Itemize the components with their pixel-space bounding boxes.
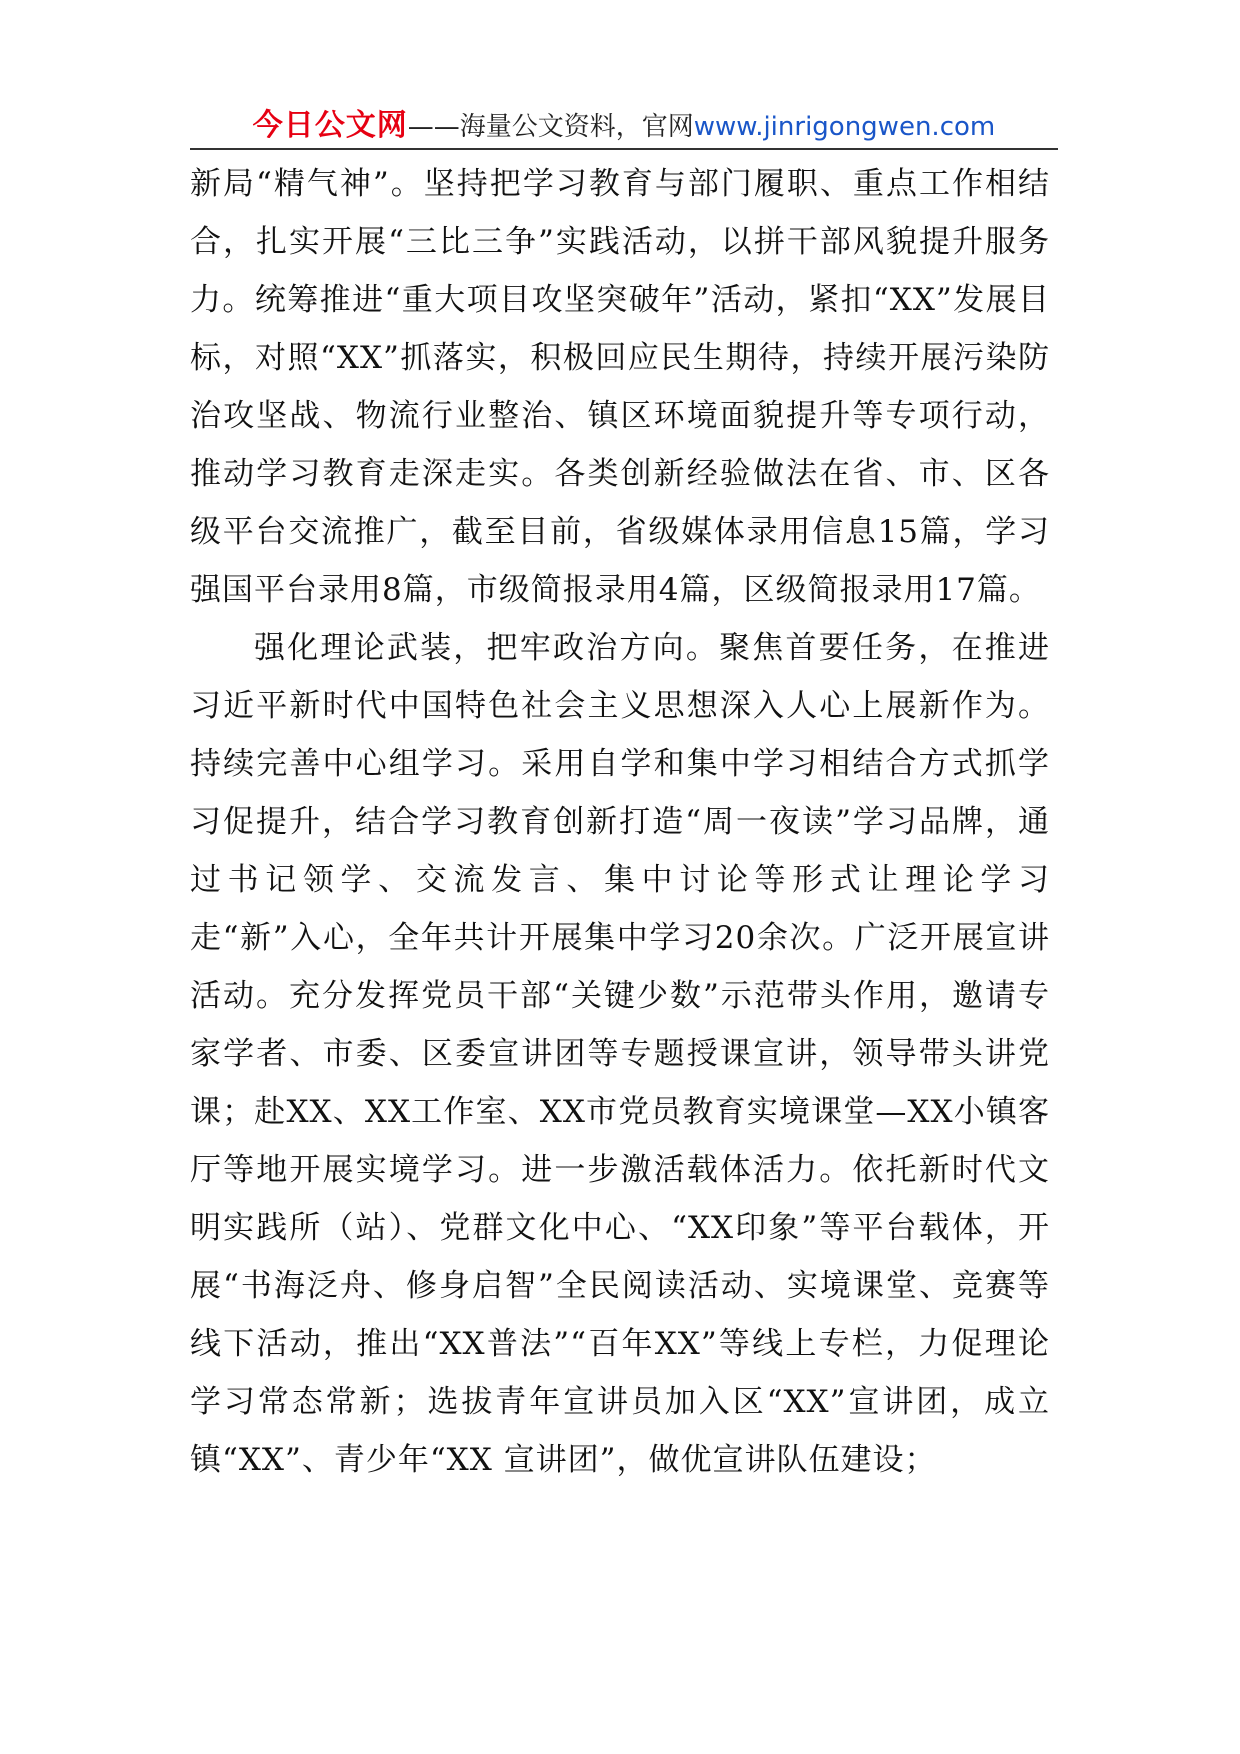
site-brand: 今日公文网 xyxy=(252,108,408,143)
header-divider xyxy=(190,148,1058,150)
header-separator: —— xyxy=(407,112,460,142)
site-slogan: 海量公文资料，官网 xyxy=(459,112,694,142)
document-body xyxy=(190,155,1050,1489)
site-url-link[interactable]: www.jinrigongwen.com xyxy=(693,112,996,142)
paragraph-continuation: 新局“精气神”。坚持把学习教育与部门履职、重点工作相结合，扎实开展“三比三争”实践活动，以拼干部风貌提升服务力。统筹推进“重大项目攻坚突破年”活动，紧扣“XX”发展目标，对照“XX”抓落实，积极回应民生期待，持续开展污染防治攻坚战、物流行业整治、镇区环境面貌提升等专项行动，推动学习教育走深走实。各类创新经验做法在省、市、区各级平台交流推广，截至目前，省级媒体录用信息15篇，学习强国平台录用8篇，市级简报录用4篇，区级简报录用17篇。 xyxy=(190,166,1050,608)
paragraph-theory: 强化理论武装，把牢政治方向。聚焦首要任务，在推进习近平新时代中国特色社会主义思想深入人心上展新作为。持续完善中心组学习。采用自学和集中学习相结合方式抓学习促提升，结合学习教育创新打造“周一夜读”学习品牌，通过书记领学、交流发言、集中讨论等形式让理论学习走“新”入心，全年共计开展集中学习20余次。广泛开展宣讲活动。充分发挥党员干部“关键少数”示范带头作用，邀请专家学者、市委、区委宣讲团等专题授课宣讲，领导带头讲党课；赴XX、XX工作室、XX市党员教育实境课堂—XX小镇客厅等地开展实境学习。进一步激活载体活力。依托新时代文明实践所（站）、党群文化中心、“XX印象”等平台载体，开展“书海泛舟、修身启智”全民阅读活动、实境课堂、竞赛等线下活动，推出“XX普法”“百年XX”等线上专栏，力促理论学习常态常新；选拔青年宣讲员加入区“XX”宣讲团，成立镇“XX”、青少年“XX 宣讲团”，做优宣讲队伍建设； xyxy=(190,630,1050,1478)
